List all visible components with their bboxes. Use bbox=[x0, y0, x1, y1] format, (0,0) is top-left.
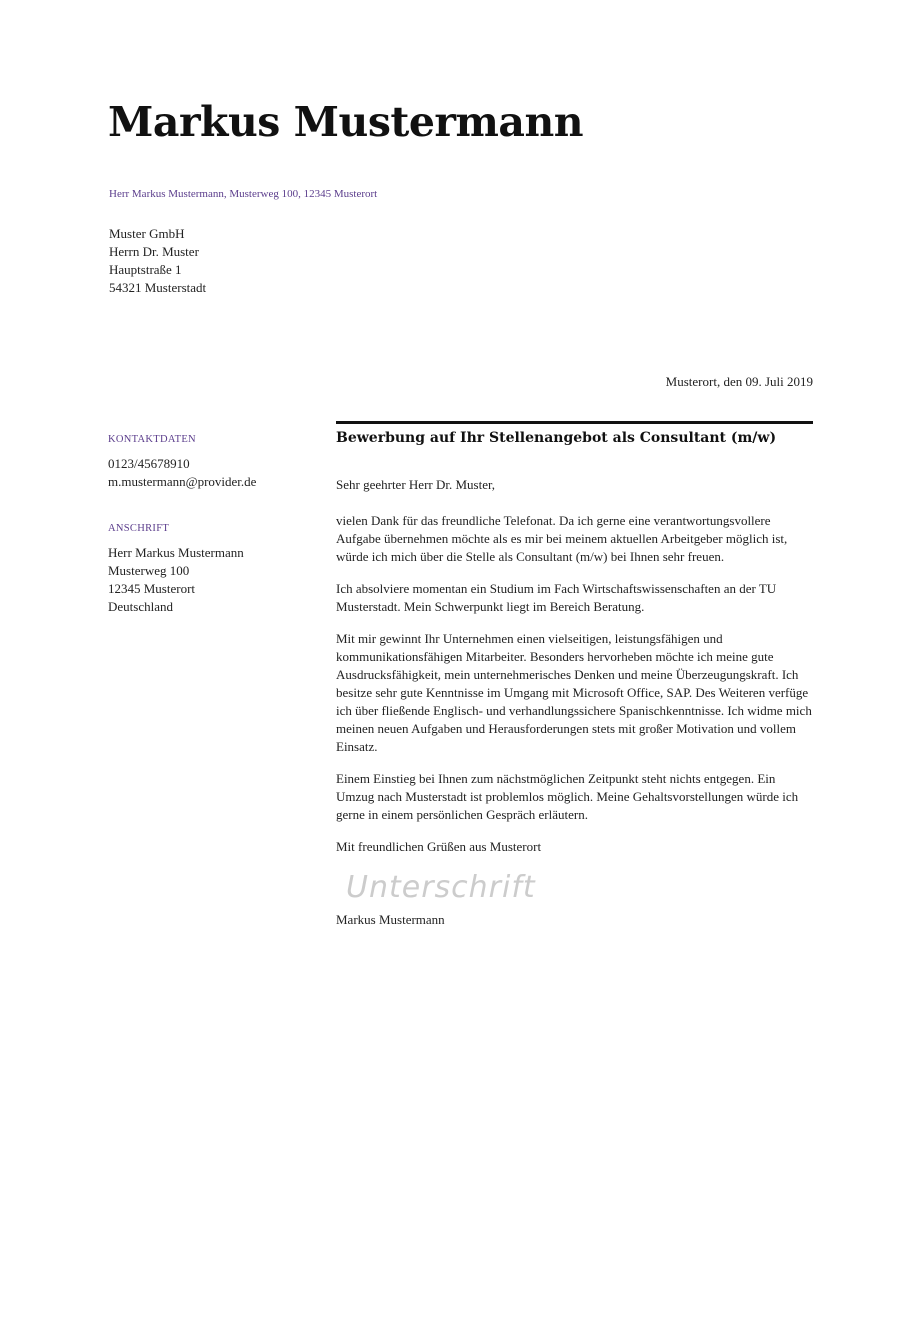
contact-details bbox=[108, 455, 256, 491]
letter-subject: Bewerbung auf Ihr Stellenangebot als Consultant (m/w) bbox=[336, 430, 777, 446]
paragraph: Einem Einstieg bei Ihnen zum nächstmöglichen Zeitpunkt steht nichts entgegen. Ein Umzug nach Musterstadt ist problemlos möglich. Meine Gehaltsvorstellungen würde ich gerne in einem persönlichen Gespräch erläutern. bbox=[336, 771, 799, 822]
address-line: Herr Markus Mustermann bbox=[108, 545, 244, 560]
recipient-address bbox=[109, 225, 206, 297]
applicant-name: Markus Mustermann bbox=[108, 98, 584, 146]
letter-date: Musterort, den 09. Juli 2019 bbox=[665, 374, 813, 389]
sender-address bbox=[108, 544, 244, 616]
address-heading: ANSCHRIFT bbox=[108, 523, 170, 534]
contact-heading: KONTAKTDATEN bbox=[108, 434, 196, 445]
subject-divider bbox=[336, 421, 813, 424]
signer-name: Markus Mustermann bbox=[336, 912, 445, 927]
email: m.mustermann@provider.de bbox=[108, 474, 257, 489]
recipient-line: Herrn Dr. Muster bbox=[109, 244, 199, 259]
address-line: Musterweg 100 bbox=[108, 563, 190, 578]
paragraph: Mit mir gewinnt Ihr Unternehmen einen vielseitigen, leistungsfähigen und kommunikationsfähigen Mitarbeiter. Besonders hervorheben möchte ich meine gute Ausdrucksfähigkeit, mein unternehmerisches Denken und meine Überzeugungskraft. Ich besitze sehr gute Kenntnisse im Umgang mit Microsoft Office, SAP. Des Weiteren verfüge ich über fließende Englisch- und verhandlungssichere Spanischkenntnisse. Ich widme mich meinen neuen Aufgaben und Herausforderungen stets mit großer Motivation und vollem Einsatz. bbox=[336, 631, 812, 754]
recipient-line: Muster GmbH bbox=[109, 226, 185, 241]
paragraph: Ich absolviere momentan ein Studium im Fach Wirtschaftswissenschaften an der TU Musterstadt. Mein Schwerpunkt liegt im Bereich Beratung. bbox=[336, 581, 777, 614]
closing: Mit freundlichen Grüßen aus Musterort bbox=[336, 839, 542, 854]
paragraph: vielen Dank für das freundliche Telefonat. Da ich gerne eine verantwortungsvollere Aufgabe übernehmen möchte als es mir bei meinem aktuellen Arbeitgeber möglich ist, würde ich mich über die Stelle als Consultant (m/w) bei Ihnen sehr freuen. bbox=[336, 513, 788, 564]
salutation: Sehr geehrter Herr Dr. Muster, bbox=[336, 477, 496, 492]
recipient-line: 54321 Musterstadt bbox=[109, 280, 207, 295]
address-line: 12345 Musterort bbox=[108, 581, 196, 596]
recipient-line: Hauptstraße 1 bbox=[109, 262, 182, 277]
address-line: Deutschland bbox=[108, 599, 173, 614]
signature-image: Unterschrift bbox=[346, 870, 536, 905]
letter-body bbox=[336, 421, 813, 929]
sender-line: Herr Markus Mustermann, Musterweg 100, 12345 Musterort bbox=[109, 188, 378, 200]
phone: 0123/45678910 bbox=[108, 456, 190, 471]
